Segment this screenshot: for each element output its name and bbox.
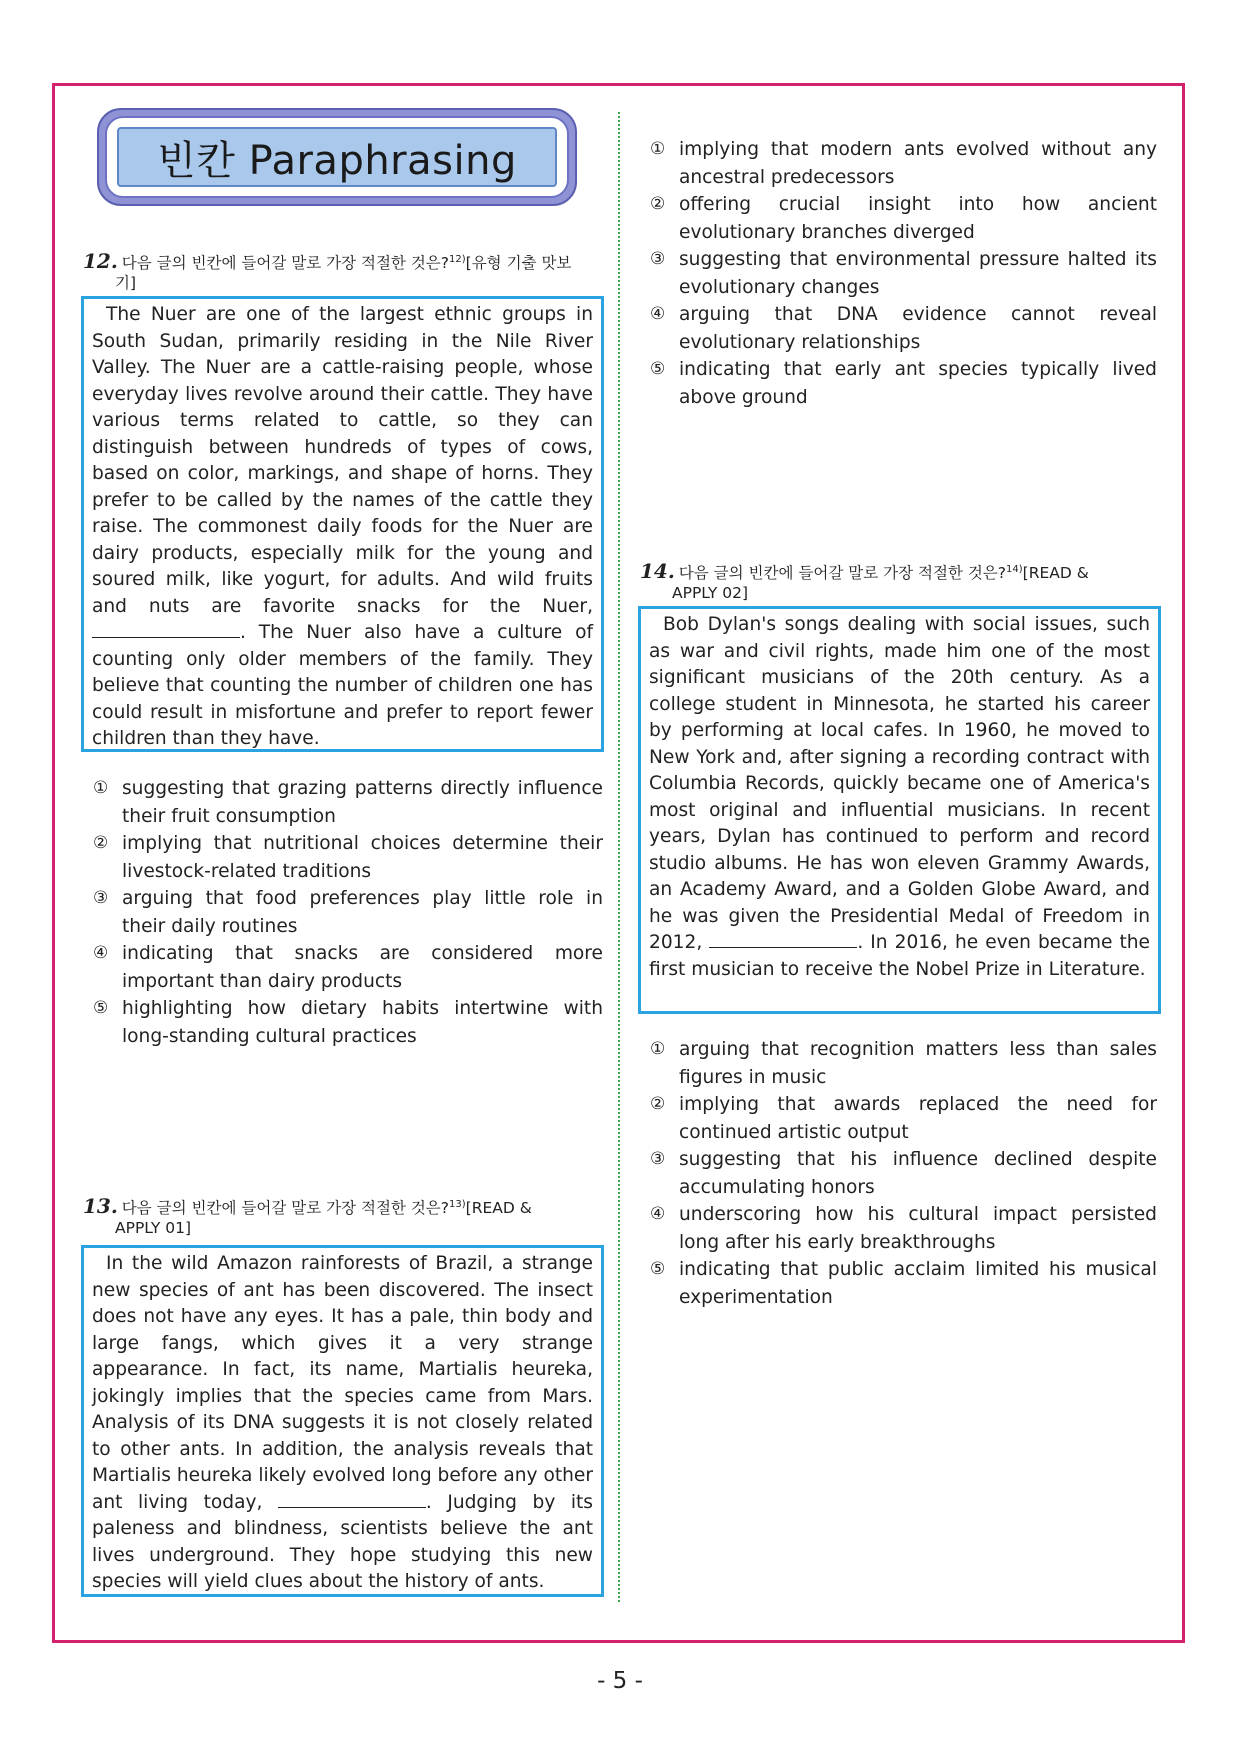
question-source: [유형 기출 맛보 [465, 254, 572, 273]
question-number: 13. [83, 1194, 118, 1219]
footnote-ref: 12) [449, 254, 466, 265]
choice-marker: ③ [650, 1149, 666, 1169]
answer-blank [92, 621, 240, 638]
question-13-passage [81, 1245, 604, 1597]
choice-marker: ② [650, 194, 666, 214]
choice-text: arguing that DNA evidence cannot reveal evolutionary relationships [679, 304, 1157, 353]
choice-text: suggesting that his influence declined despite accumulating honors [679, 1149, 1157, 1198]
question-prompt: 다음 글의 빈칸에 들어갈 말로 가장 적절한 것은? [121, 1199, 450, 1218]
choice-marker: ④ [650, 1204, 666, 1224]
choice-item[interactable] [650, 356, 1157, 411]
question-prompt: 다음 글의 빈칸에 들어갈 말로 가장 적절한 것은? [121, 254, 450, 273]
choice-marker: ② [650, 1094, 666, 1114]
choice-text: arguing that food preferences play little role in their daily routines [122, 888, 603, 937]
passage-text-after: . The Nuer also have a culture of counting only older members of the family. They believe that counting the number of children one has could result in misfortune and prefer to report fewer children than they have. [92, 622, 593, 749]
choice-text: implying that nutritional choices determine their livestock-related traditions [122, 833, 603, 882]
choice-marker: ④ [650, 304, 666, 324]
choice-text: implying that awards replaced the need for continued artistic output [679, 1094, 1157, 1143]
choice-marker: ① [650, 1039, 666, 1059]
choice-item[interactable] [650, 1036, 1157, 1091]
choice-marker: ③ [93, 888, 109, 908]
footnote-ref: 13) [449, 1199, 466, 1210]
choice-text: implying that modern ants evolved without any ancestral predecessors [679, 139, 1157, 188]
question-12-header [83, 250, 603, 293]
choice-item[interactable] [650, 1146, 1157, 1201]
choice-text: indicating that early ant species typically lived above ground [679, 359, 1157, 408]
choice-marker: ① [650, 139, 666, 159]
question-12-choices [93, 775, 603, 1050]
answer-blank [278, 1491, 426, 1508]
choice-item[interactable] [650, 1256, 1157, 1311]
question-source: [READ & [1022, 564, 1089, 583]
question-source-cont: APPLY 02] [672, 584, 749, 603]
passage-text: The Nuer are one of the largest ethnic groups in South Sudan, primarily residing in the Nile River Valley. The Nuer are a cattle-raising people, whose everyday lives revolve around their cattle. They have various terms related to cattle, so they can distinguish between hundreds of types of cows, based on color, markings, and shape of horns. They prefer to be called by the names of the cattle they raise. The commonest daily foods for the Nuer are dairy products, especially milk for the young and soured milk, like yogurt, for adults. And wild fruits and nuts are favorite snacks for the Nuer, [92, 304, 593, 617]
choice-item[interactable] [650, 1091, 1157, 1146]
answer-blank [709, 931, 857, 948]
passage-text: Bob Dylan's songs dealing with social issues, such as war and civil rights, made him one of the most significant musicians of the 20th century. As a college student in Minnesota, he started his career by performing at local cafes. In 1960, he moved to New York and, after signing a recording contract with Columbia Records, quickly became one of America's most original and influential musicians. In recent years, Dylan has continued to perform and record studio albums. He has won eleven Grammy Awards, an Academy Award, and a Golden Globe Award, and he was given the Presidential Medal of Freedom in 2012, [649, 614, 1150, 953]
question-source-cont: 기] [115, 274, 137, 293]
choice-marker: ⑤ [93, 998, 109, 1018]
choice-marker: ⑤ [650, 359, 666, 379]
choice-item[interactable] [650, 1201, 1157, 1256]
choice-item[interactable] [93, 775, 603, 830]
passage-text: In the wild Amazon rainforests of Brazil, a strange new species of ant has been discovered. The insect does not have any eyes. It has a pale, thin body and large fangs, which gives it a very strange appearance. In fact, its name, Martialis heureka, jokingly implies that the species came from Mars. Analysis of its DNA suggests it is not closely related to other ants. In addition, the analysis reveals that Martialis heureka likely evolved long before any other ant living today, [92, 1253, 593, 1513]
choice-text: highlighting how dietary habits intertwine with long-standing cultural practices [122, 998, 603, 1047]
question-number: 12. [83, 249, 118, 274]
choice-item[interactable] [93, 995, 603, 1050]
question-source: [READ & [465, 1199, 532, 1218]
passage-text-after: . In 2016, he even became the first musician to receive the Nobel Prize in Literature. [649, 932, 1150, 980]
choice-text: indicating that snacks are considered more important than dairy products [122, 943, 603, 992]
choice-item[interactable] [650, 246, 1157, 301]
passage-text-after: . Judging by its paleness and blindness, scientists believe the ant lives underground. They hope studying this new species will yield clues about the history of ants. [92, 1491, 593, 1592]
choice-text: suggesting that environmental pressure halted its evolutionary changes [679, 249, 1157, 298]
choice-marker: ③ [650, 249, 666, 269]
choice-text: offering crucial insight into how ancient evolutionary branches diverged [679, 194, 1157, 243]
choice-item[interactable] [650, 301, 1157, 356]
choice-text: suggesting that grazing patterns directly influence their fruit consumption [122, 778, 603, 827]
choice-item[interactable] [650, 191, 1157, 246]
choice-item[interactable] [93, 830, 603, 885]
page-number: - 5 - [597, 1668, 643, 1694]
choice-item[interactable] [93, 885, 603, 940]
banner-border [105, 116, 569, 198]
question-13-choices [650, 136, 1157, 411]
choice-marker: ⑤ [650, 1259, 666, 1279]
section-title-banner [97, 108, 577, 206]
question-14-choices [650, 1036, 1157, 1311]
choice-item[interactable] [650, 136, 1157, 191]
section-title: 빈칸 Paraphrasing [157, 137, 517, 184]
question-14-header [640, 560, 1160, 603]
choice-text: arguing that recognition matters less than sales figures in music [679, 1039, 1157, 1088]
banner-inner [117, 127, 557, 187]
question-13-header [83, 1195, 603, 1238]
column-divider [618, 112, 620, 1602]
footnote-ref: 14) [1006, 564, 1023, 575]
choice-marker: ① [93, 778, 109, 798]
choice-text: indicating that public acclaim limited his musical experimentation [679, 1259, 1157, 1308]
choice-text: underscoring how his cultural impact persisted long after his early breakthroughs [679, 1204, 1157, 1253]
question-14-passage [638, 606, 1161, 1014]
question-number: 14. [640, 559, 675, 584]
question-source-cont: APPLY 01] [115, 1219, 192, 1238]
question-12-passage [81, 296, 604, 752]
question-prompt: 다음 글의 빈칸에 들어갈 말로 가장 적절한 것은? [678, 564, 1007, 583]
choice-marker: ② [93, 833, 109, 853]
choice-marker: ④ [93, 943, 109, 963]
choice-item[interactable] [93, 940, 603, 995]
